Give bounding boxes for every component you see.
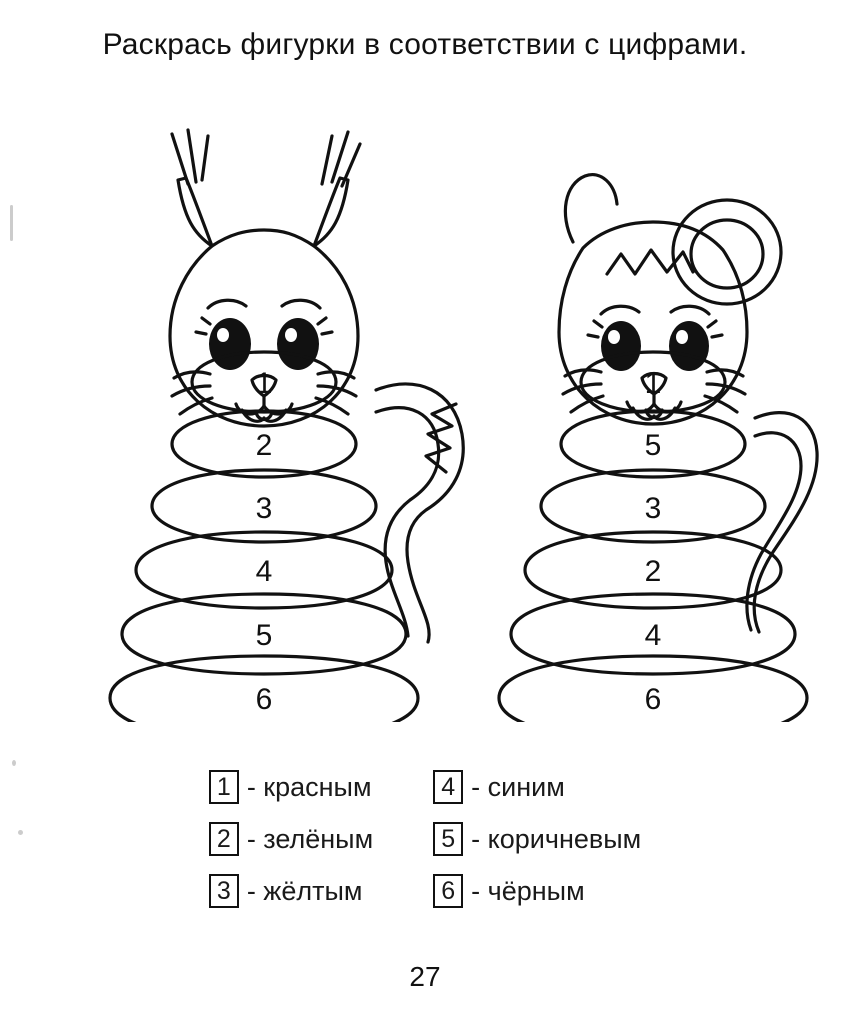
legend-label: - жёлтым [246, 875, 363, 906]
legend-label: - синим [471, 771, 565, 802]
color-legend [0, 770, 850, 908]
legend-number-box: 3 [209, 874, 239, 908]
legend-number-box: 1 [209, 770, 239, 804]
legend-item [433, 822, 641, 856]
legend-column-right [433, 770, 641, 908]
page-number: 27 [409, 961, 441, 992]
legend-column-left [209, 770, 373, 908]
legend-number-box: 6 [433, 874, 463, 908]
mouse-ring-number-4: 2 [644, 555, 662, 588]
legend-number-box: 4 [433, 770, 463, 804]
legend-item [209, 770, 373, 804]
mouse-ring-number-6: 6 [644, 683, 662, 716]
mouse-pyramid [455, 122, 850, 727]
page-title: Раскрась фигурки в соответствии с цифрами. [102, 28, 748, 61]
legend-label: - красным [246, 771, 372, 802]
legend-item [209, 822, 373, 856]
legend-item [433, 770, 641, 804]
legend-label: - зелёным [246, 823, 374, 854]
paper-speck [12, 760, 16, 766]
mouse-ring-number-5: 4 [644, 619, 662, 652]
legend-item [433, 874, 641, 908]
mouse-ring-number-2: 5 [644, 429, 662, 462]
cat-ring-number-5: 5 [255, 619, 273, 652]
cat-ring-number-3: 3 [255, 492, 273, 525]
legend-label: - чёрным [471, 875, 585, 906]
cat-ring-number-2: 2 [255, 429, 273, 462]
figures-area [0, 62, 850, 722]
cat-pyramid [60, 122, 480, 727]
mouse-ring-number-1: 1 [644, 367, 662, 400]
cat-ring-number-4: 4 [255, 555, 273, 588]
legend-label: - коричневым [471, 823, 642, 854]
legend-item [209, 874, 373, 908]
mouse-ring-number-3: 3 [644, 492, 662, 525]
legend-number-box: 2 [209, 822, 239, 856]
cat-ring-number-1: 1 [255, 367, 273, 400]
legend-number-box: 5 [433, 822, 463, 856]
cat-ring-number-6: 6 [255, 683, 273, 716]
